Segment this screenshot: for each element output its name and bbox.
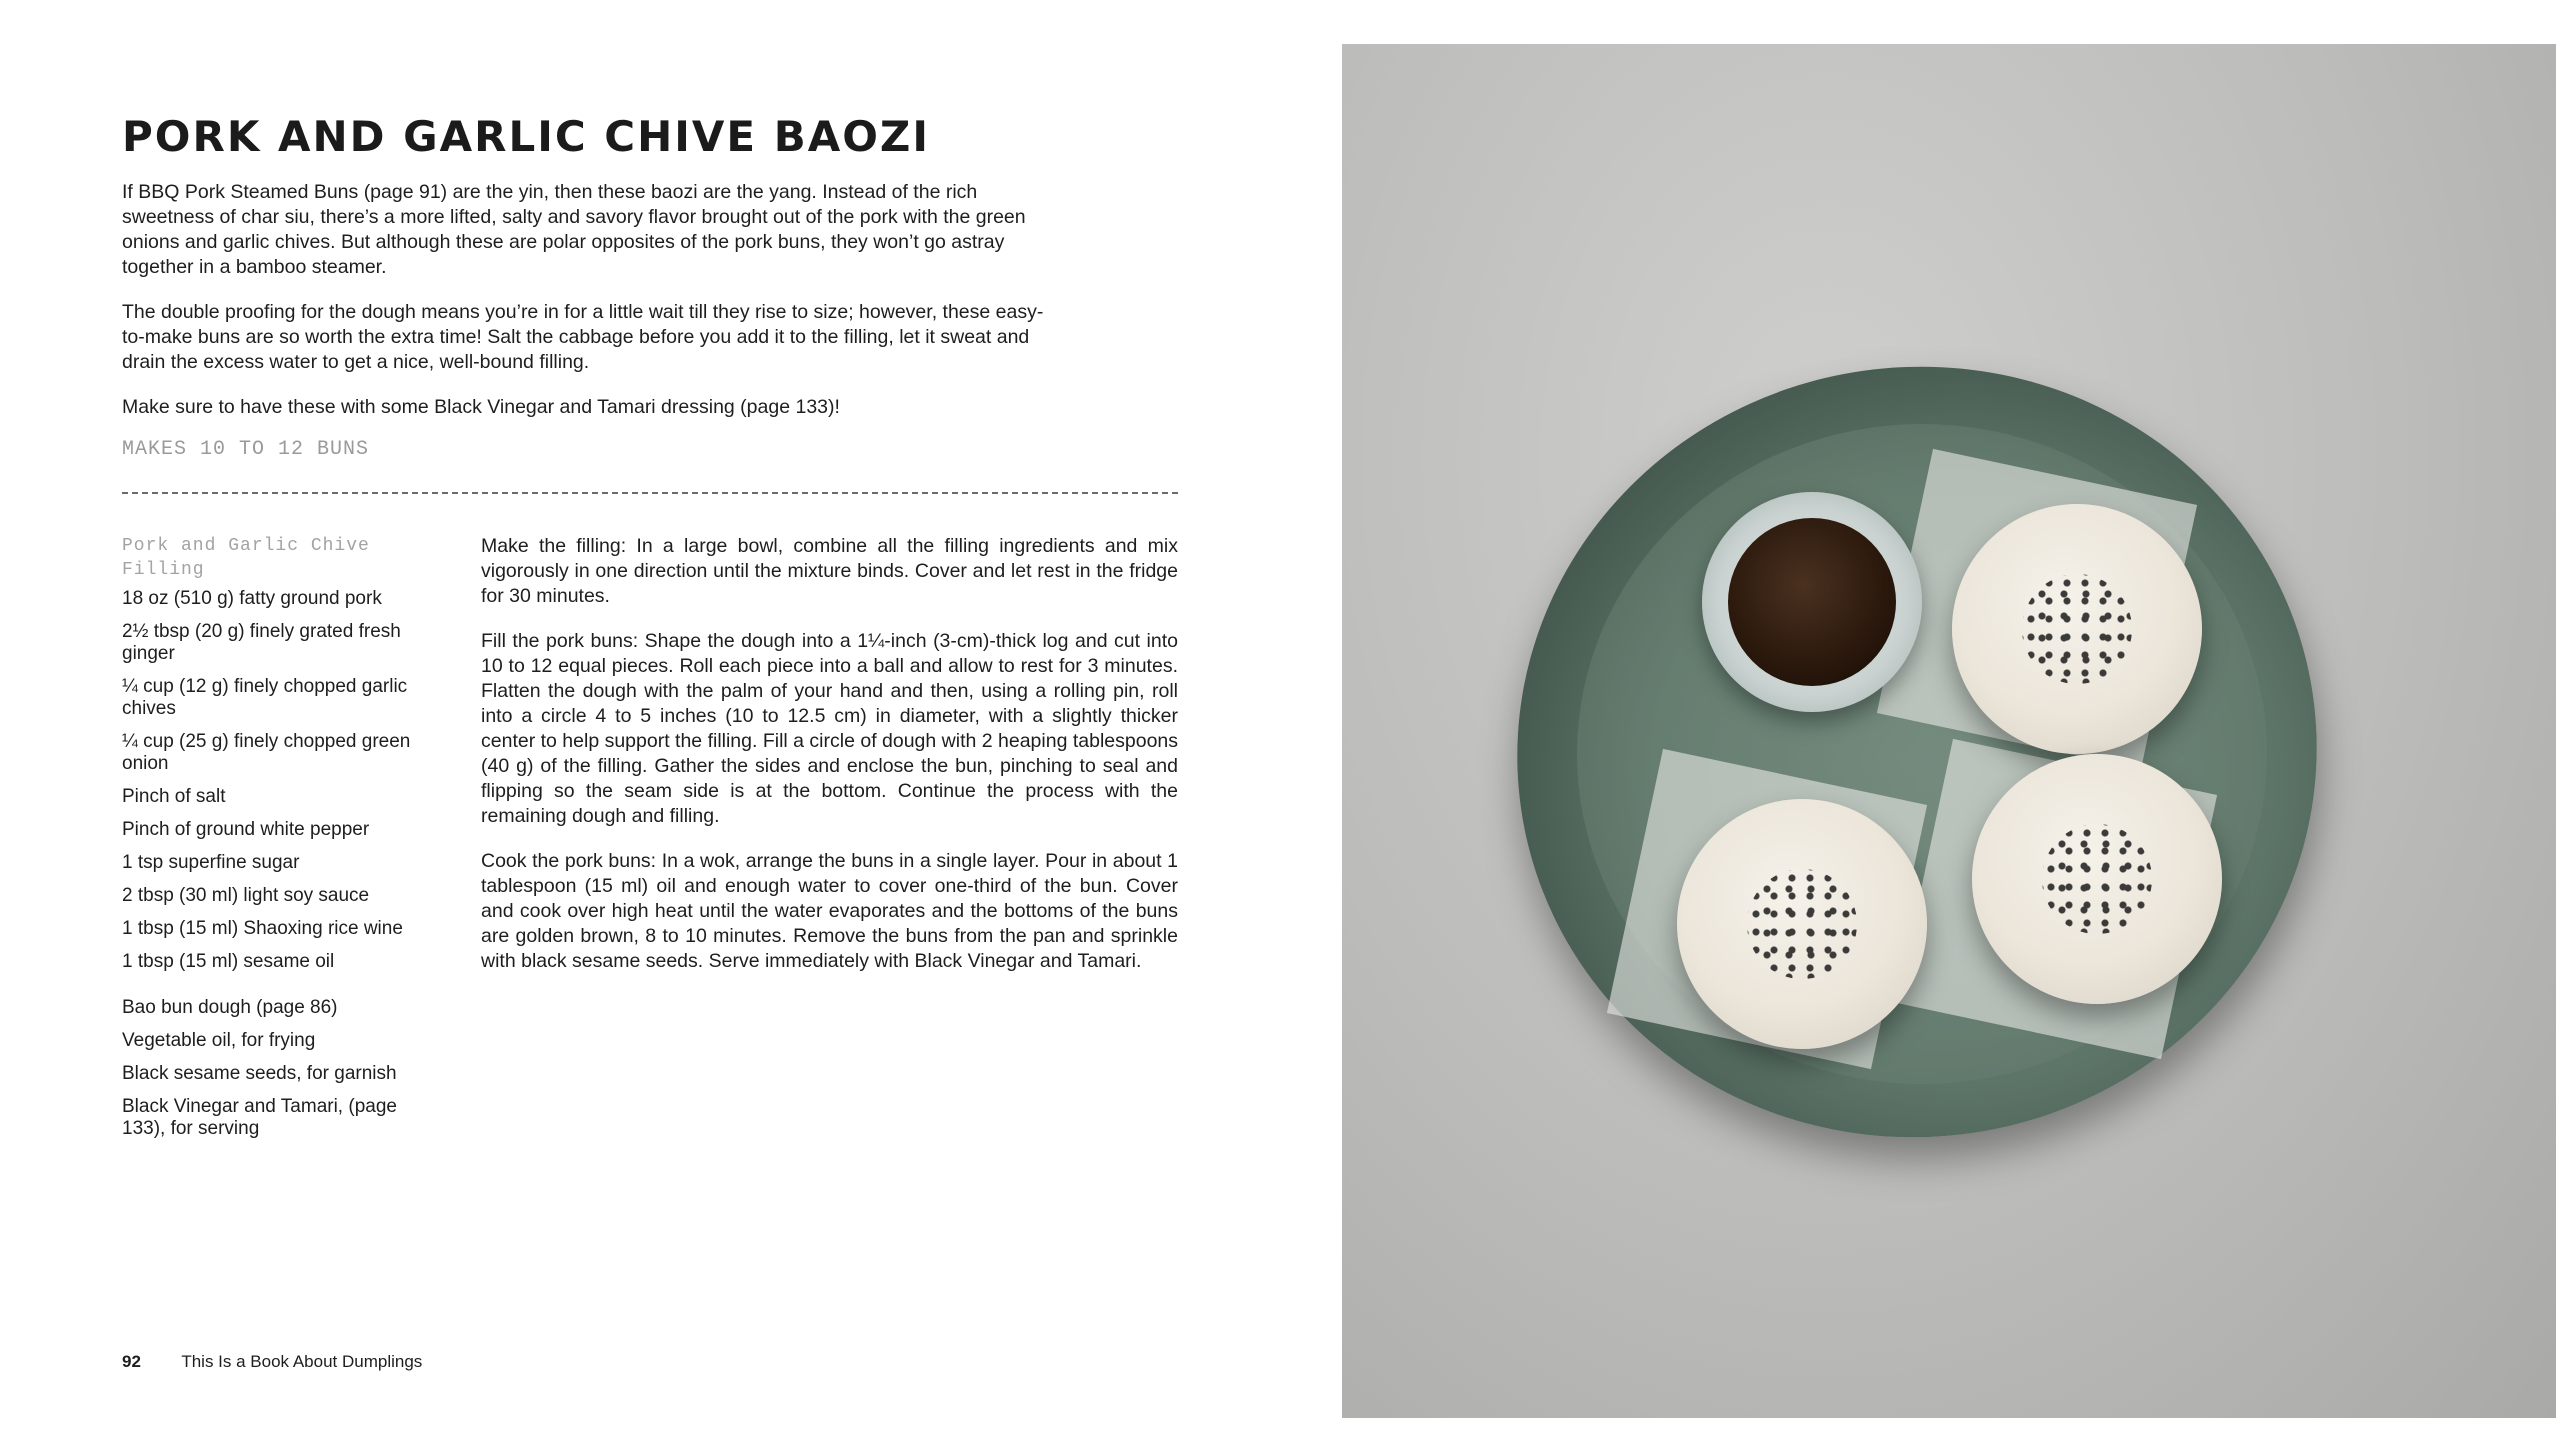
recipe-title: PORK AND GARLIC CHIVE BAOZI (122, 112, 931, 161)
recipe-yield: MAKES 10 TO 12 BUNS (122, 438, 370, 461)
baozi-bun (1677, 799, 1927, 1049)
ingredients-heading: Pork and Garlic Chive Filling (122, 536, 370, 580)
sesame-seeds (2042, 824, 2152, 934)
ingredient-item: 1 tbsp (15 ml) sesame oil (122, 951, 335, 972)
ingredient-item: ¼ cup (12 g) finely chopped garlic chives (122, 676, 408, 719)
sesame-seeds (2022, 574, 2132, 684)
ingredients-column (122, 534, 442, 1151)
dipping-sauce (1728, 518, 1896, 686)
ingredient-item: 18 oz (510 g) fatty ground pork (122, 588, 382, 609)
other-ingredient-list (122, 997, 442, 1140)
dashed-divider (122, 492, 1178, 494)
method-step: Make the filling: In a large bowl, combine all the filling ingredients and mix vigorously in one direction until the mixture binds. Cover and let rest in the fridge for 30 minutes. (481, 535, 1178, 607)
sesame-seeds (1747, 869, 1857, 979)
ingredient-item: Vegetable oil, for frying (122, 1030, 316, 1051)
page-number: 92 (122, 1352, 141, 1371)
ingredient-item: 2 tbsp (30 ml) light soy sauce (122, 885, 370, 906)
recipe-intro (122, 180, 1052, 440)
sauce-bowl (1702, 492, 1922, 712)
method-column (481, 534, 1178, 994)
baozi-bun (1972, 754, 2222, 1004)
ingredient-item: Pinch of salt (122, 786, 226, 807)
baozi-bun (1952, 504, 2202, 754)
ingredient-item: 1 tsp superfine sugar (122, 852, 300, 873)
ingredient-item: Black sesame seeds, for garnish (122, 1063, 397, 1084)
ingredient-item: 2½ tbsp (20 g) finely grated fresh ginger (122, 621, 401, 664)
recipe-photo (1342, 44, 2556, 1418)
intro-paragraph: If BBQ Pork Steamed Buns (page 91) are the yin, then these baozi are the yang. Instead of the rich sweetness of char siu, there’s a more lifted, salty and savory flavor brought out of the pork with the green onions and garlic chives. But although these are polar opposites of the pork buns, they won’t go astray together in a bamboo steamer. (122, 181, 1026, 278)
ingredient-item: Pinch of ground white pepper (122, 819, 370, 840)
intro-paragraph: The double proofing for the dough means you’re in for a little wait till they rise to size; however, these easy-to-make buns are so worth the extra time! Salt the cabbage before you add it to the filling, let it sweat and drain the excess water to get a nice, well-bound filling. (122, 301, 1044, 373)
ingredient-item: Black Vinegar and Tamari, (page 133), for serving (122, 1096, 397, 1139)
method-step: Fill the pork buns: Shape the dough into a 1¼-inch (3-cm)-thick log and cut into 10 to 12 equal pieces. Roll each piece into a ball and allow to rest for 3 minutes. Flatten the dough with the palm of your hand and then, using a rolling pin, roll into a circle 4 to 5 inches (10 to 12.5 cm) in diameter, with a slightly thicker center to help support the filling. Fill a circle of dough with 2 heaping tablespoons (40 g) of the filling. Gather the sides and enclose the bun, pinching to seal and flipping so the seam side is at the bottom. Continue the process with the remaining dough and filling. (481, 630, 1179, 827)
filling-ingredient-list (122, 588, 442, 973)
ingredient-item: 1 tbsp (15 ml) Shaoxing rice wine (122, 918, 403, 939)
method-step: Cook the pork buns: In a wok, arrange the buns in a single layer. Pour in about 1 tablespoon (15 ml) oil and enough water to cover one-third of the bun. Cover and cook over high heat until the water evaporates and the bottoms of the buns are golden brown, 8 to 10 minutes. Remove the buns from the pan and sprinkle with black sesame seeds. Serve immediately with Black Vinegar and Tamari. (481, 850, 1178, 972)
page-footer (122, 1352, 422, 1372)
ingredient-item: ¼ cup (25 g) finely chopped green onion (122, 731, 411, 774)
ingredient-item: Bao bun dough (page 86) (122, 997, 338, 1018)
intro-paragraph: Make sure to have these with some Black Vinegar and Tamari dressing (page 133)! (122, 396, 840, 418)
book-title: This Is a Book About Dumplings (181, 1352, 423, 1371)
